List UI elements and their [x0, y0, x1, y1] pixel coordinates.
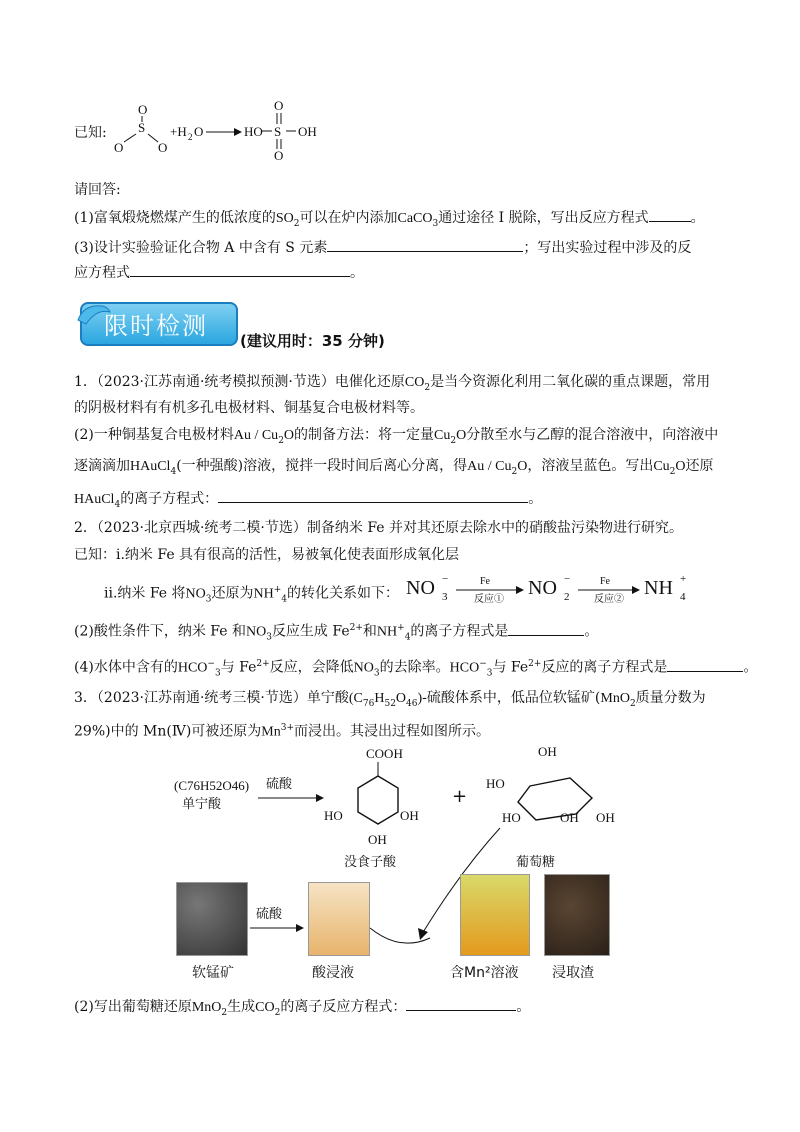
mn-solution-caption: 含Mn²溶液	[450, 965, 519, 981]
sulfuric-oh: OH	[298, 124, 317, 139]
problem-1-line5: HAuCl$_4$的离子方程式： 。	[74, 488, 542, 515]
problem-2-line1: 2．（2023·北京西城·统考二模·节选）制备纳米 Fe 并对其还原去除水中的硝酸盐污染物进行研究。	[74, 520, 684, 536]
answer-blank[interactable]	[327, 237, 523, 252]
answer-blank[interactable]	[218, 488, 528, 503]
time-tip: (建议用时：35 分钟)	[240, 332, 385, 350]
problem-1-line3: (2)一种铜基复合电极材料Au / $Cu_2O$的制备方法：将一定量$Cu_2O$分散至水与乙醇的混合溶液中，向溶液中	[74, 427, 719, 446]
glucose-name: 葡萄糖	[516, 855, 556, 870]
sulfuric-o-bottom: O	[274, 148, 284, 163]
sulfuric-o-top: O	[274, 100, 284, 113]
scheme-nh4: NH	[644, 577, 673, 599]
scheme-fe2: Fe	[600, 576, 610, 587]
problem-2-q4: (4)水体中含有的$HCO^-_3$与 $Fe^{2+}$反应，会降低$NO_3$的去除率。$HCO^-_3$与 $Fe^{2+}$反应的离子方程式是 。	[74, 654, 757, 683]
so3-o-top: O	[138, 102, 148, 117]
ore-photo	[176, 882, 248, 956]
answer-blank[interactable]	[406, 996, 516, 1011]
question-1: (1)富氧煅烧燃煤产生的低浓度的$SO_2$可以在炉内添加CaCO$_3$通过途径 I 脱除，写出反应方程式 。	[74, 207, 705, 234]
plus-sign: +	[452, 786, 468, 807]
problem-2-q2: (2)酸性条件下，纳米 Fe 和$NO_3$反应生成 $Fe^{2+}$和$NH^+_4$的离子方程式是 。	[74, 618, 598, 647]
known-label: 已知:	[74, 125, 107, 141]
answer-blank[interactable]	[130, 262, 350, 277]
h2o-o: O	[194, 124, 204, 139]
residue-caption: 浸取渣	[552, 965, 594, 981]
scheme-no2: NO	[528, 577, 557, 599]
problem-1-line2: 的阴极材料有有机多孔电极材料、铜基复合电极材料等。	[74, 400, 424, 416]
gallic-ho: HO	[324, 808, 343, 823]
problem-1-line1: 1．（2023·江苏南通·统考模拟预测·节选）电催化还原$CO_2$是当今资源化利用二氧化碳的重点课题，常用	[74, 374, 711, 393]
scheme-r1: 反应①	[474, 594, 504, 605]
scheme-r2: 反应②	[594, 594, 624, 605]
scheme-no2-sub: 2	[564, 591, 570, 603]
ore-caption: 软锰矿	[192, 965, 234, 981]
answer-blank[interactable]	[649, 207, 691, 222]
scheme-no3-sup: −	[442, 573, 449, 585]
acid-label-1: 硫酸	[266, 777, 293, 792]
problem-2-line3: ii.纳米 Fe 将$NO_3$还原为$NH^+_4$的转化关系如下：	[104, 585, 400, 605]
problem-3-q2: (2)写出葡萄糖还原MnO$_2$生成$CO_2$的离子反应方程式： 。	[74, 996, 530, 1023]
problem-3-line2: 29%)中的 Mn(Ⅳ)可被还原为$Mn^{3+}$而浸出。其浸出过程如图所示。	[74, 723, 491, 740]
answer-blank[interactable]	[667, 657, 743, 672]
cooh-label: COOH	[366, 746, 403, 761]
tannic-name: 单宁酸	[182, 797, 222, 812]
answer-prompt: 请回答:	[74, 182, 121, 198]
problem-2-line2: 已知：i.纳米 Fe 具有很高的活性，易被氧化使表面形成氧化层	[74, 547, 460, 563]
so3-s: S	[138, 120, 146, 135]
problem-3-line1: 3．（2023·江苏南通·统考三模·节选）单宁酸$(C_{76}H_{52}O_{46})-$硫酸体系中，低品位软锰矿(MnO$_2$质量分数为	[74, 690, 706, 709]
mn-solution-photo	[460, 874, 530, 956]
so3-o-right: O	[158, 140, 168, 155]
sulfur-trioxide-structure	[108, 100, 348, 164]
acid-label-2: 硫酸	[256, 907, 283, 922]
residue-photo	[544, 874, 610, 956]
glucose-ho-left: HO	[486, 776, 505, 791]
banner-title: 限时检测	[104, 312, 208, 340]
leach-caption: 酸浸液	[312, 965, 354, 981]
h2o-sub: 2	[188, 132, 193, 142]
so3-o-left: O	[114, 140, 124, 155]
glucose-ho-bottom: HO	[502, 810, 521, 825]
glucose-oh-right: OH	[596, 810, 615, 825]
glucose-oh-mid: OH	[560, 810, 579, 825]
leach-liquid-photo	[308, 882, 370, 956]
scheme-no3-sub: 3	[442, 591, 448, 603]
question-3-line2: 应方程式 。	[74, 262, 364, 283]
gallic-oh-bottom: OH	[368, 832, 387, 847]
sulfuric-s: S	[274, 124, 282, 139]
gallic-name: 没食子酸	[344, 855, 397, 870]
scheme-no2-sup: −	[564, 573, 571, 585]
section-banner	[74, 298, 234, 344]
nitrate-conversion-scheme	[404, 566, 694, 606]
glucose-oh-top: OH	[538, 744, 557, 759]
answer-blank[interactable]	[508, 621, 584, 636]
scheme-no3: NO	[406, 577, 435, 599]
sulfuric-ho: HO	[244, 124, 263, 139]
scheme-nh4-sub: 4	[680, 591, 686, 603]
question-3-line1: (3)设计实验验证化合物 A 中含有 S 元素 ；写出实验过程中涉及的反	[74, 237, 691, 258]
plus-h2o: +H	[170, 124, 187, 139]
gallic-oh-right: OH	[400, 808, 419, 823]
tannic-formula: (C76H52O46)	[174, 778, 250, 793]
problem-1-line4: 逐滴滴加HAuCl$_4$(一种强酸)溶液，搅拌一段时间后离心分离，得Au / $Cu_2O$，溶液呈蓝色。写出$Cu_2O$还原	[74, 458, 714, 477]
scheme-nh4-sup: +	[680, 573, 687, 585]
scheme-fe1: Fe	[480, 576, 490, 587]
